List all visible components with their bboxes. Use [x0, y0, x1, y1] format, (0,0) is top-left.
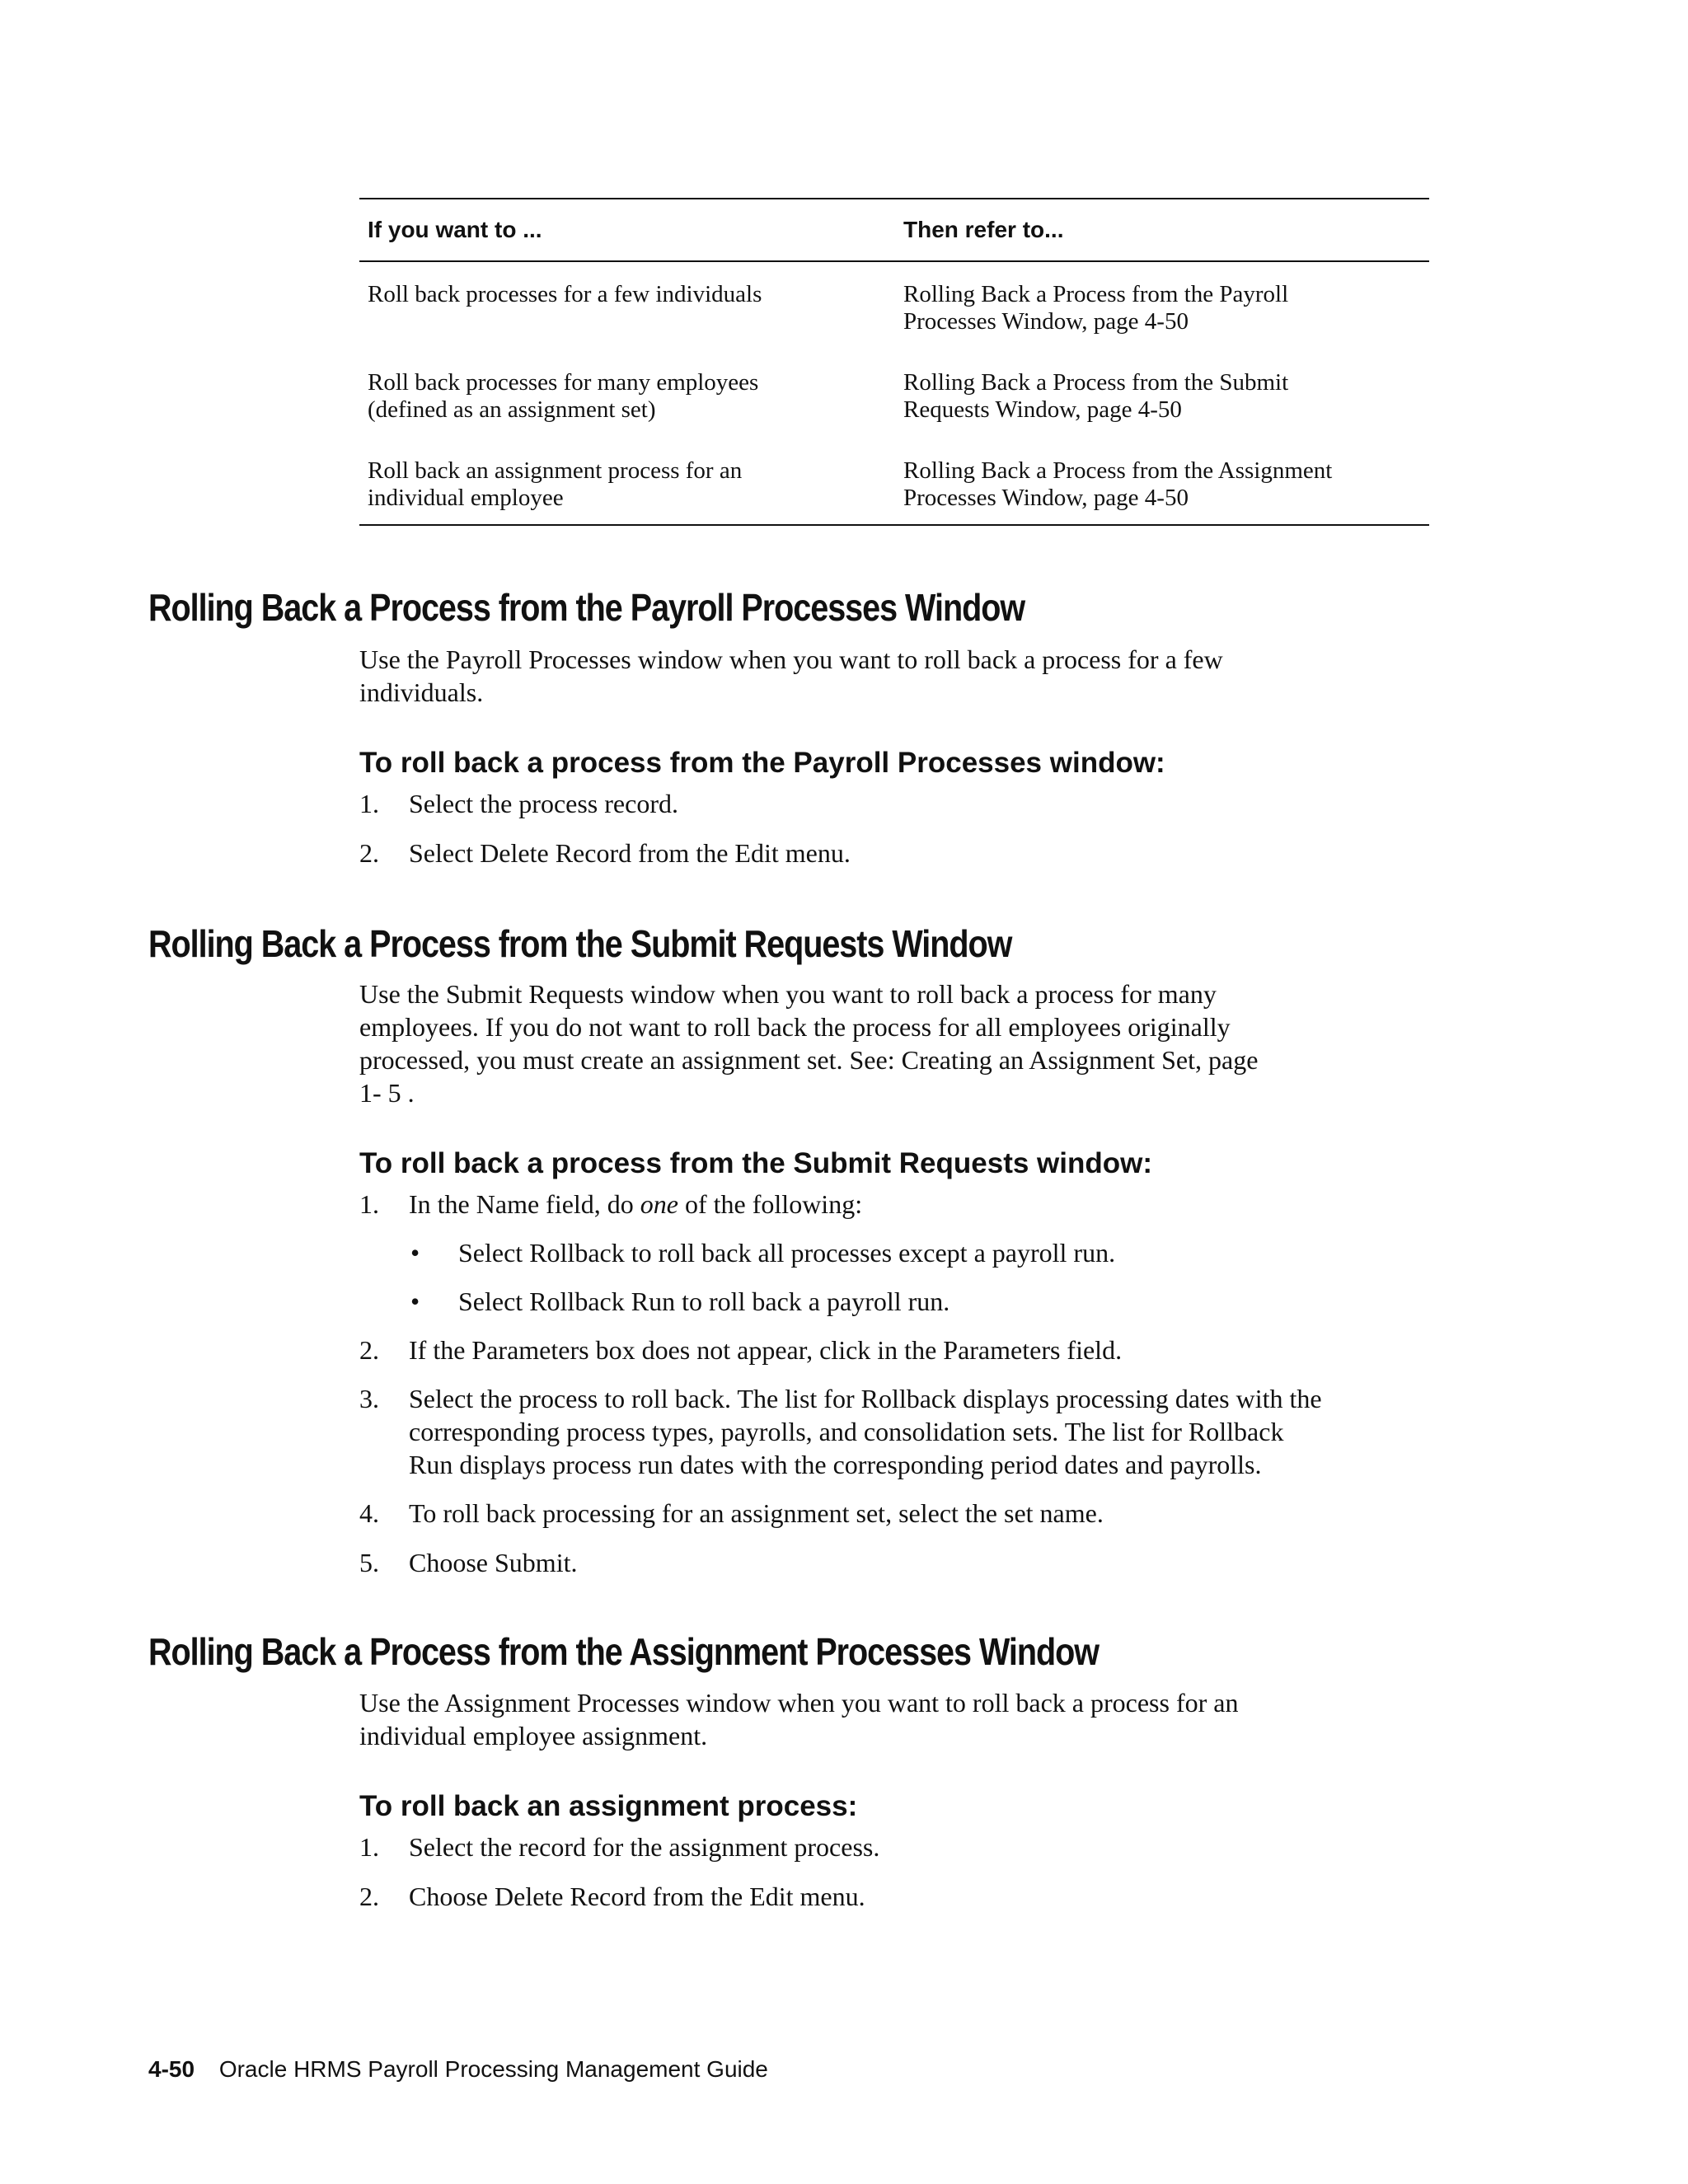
table-cell-want: Roll back an assignment process for an individual employee	[368, 457, 743, 511]
page-number: 4-50	[148, 2056, 195, 2082]
table-header-refer: Then refer to...	[903, 217, 1064, 242]
section-heading: Rolling Back a Process from the Submit Requests Window	[148, 922, 1012, 965]
table-row	[359, 424, 1429, 524]
table-header-want: If you want to ...	[368, 217, 542, 242]
step-number: 5.	[359, 1548, 379, 1577]
bullet-text: Select Rollback to roll back all processes except a payroll run.	[458, 1238, 1116, 1268]
table-cell-want: Roll back processes for many employees (defined as an assignment set)	[368, 369, 759, 423]
procedure-heading: To roll back a process from the Payroll Processes window:	[359, 747, 1165, 779]
section-intro: Use the Submit Requests window when you want to roll back a process for many employees. If you do not want to roll back the process for all employees originally processed, you must create an assignment set. See: Creating an Assignment Set, page 1- 5 .	[359, 979, 1259, 1108]
step-number: 1.	[359, 1832, 379, 1862]
procedure-heading: To roll back an assignment process:	[359, 1790, 858, 1822]
step-text: Choose Delete Record from the Edit menu.	[409, 1882, 865, 1911]
bullet-mark: •	[410, 1286, 420, 1316]
step-text: Choose Submit.	[409, 1548, 578, 1577]
table-bottom-rule	[359, 524, 1429, 526]
table-cell-want: Roll back processes for a few individuals	[368, 281, 762, 307]
section-heading: Rolling Back a Process from the Assignment Processes Window	[148, 1630, 1100, 1673]
table-cell-refer[interactable]: Rolling Back a Process from the Assignment Processes Window, page 4-50	[903, 457, 1333, 511]
bullet-mark: •	[410, 1238, 420, 1268]
section-heading: Rolling Back a Process from the Payroll Processes Window	[148, 586, 1025, 629]
procedure-heading: To roll back a process from the Submit Requests window:	[359, 1147, 1153, 1179]
section-intro: Use the Payroll Processes window when you want to roll back a process for a few individuals.	[359, 644, 1223, 707]
step-number: 3.	[359, 1384, 379, 1413]
section-intro: Use the Assignment Processes window when you want to roll back a process for an individual employee assignment.	[359, 1688, 1239, 1750]
table-header-row	[359, 199, 1429, 260]
step-text: Select the process to roll back. The list for Rollback displays processing dates with the corresponding process types, payrolls, and consolidation sets. The list for Rollback Run displays process run dates with the corresponding period dates and payrolls.	[409, 1384, 1322, 1479]
guide-title: Oracle HRMS Payroll Processing Management Guide	[218, 2056, 768, 2082]
step-number: 2.	[359, 838, 379, 868]
step-number: 2.	[359, 1335, 379, 1365]
bullet-text: Select Rollback Run to roll back a payroll run.	[458, 1286, 950, 1316]
step-text: In the Name field, do one of the following:	[409, 1189, 863, 1219]
step-text: Select the process record.	[409, 789, 678, 818]
table-cell-refer[interactable]: Rolling Back a Process from the Submit Requests Window, page 4-50	[903, 369, 1289, 423]
step-number: 1.	[359, 1189, 379, 1219]
page-footer	[148, 2056, 768, 2083]
step-text: If the Parameters box does not appear, click in the Parameters field.	[409, 1335, 1123, 1365]
table-row	[359, 335, 1429, 424]
step-text: Select Delete Record from the Edit menu.	[409, 838, 851, 868]
step-number: 1.	[359, 789, 379, 818]
step-number: 4.	[359, 1498, 379, 1528]
table-cell-refer[interactable]: Rolling Back a Process from the Payroll Processes Window, page 4-50	[903, 281, 1289, 335]
step-text: To roll back processing for an assignment set, select the set name.	[409, 1498, 1104, 1528]
table-row	[359, 262, 1429, 335]
step-number: 2.	[359, 1882, 379, 1911]
step-text: Select the record for the assignment process.	[409, 1832, 880, 1862]
reference-table	[359, 198, 1429, 526]
